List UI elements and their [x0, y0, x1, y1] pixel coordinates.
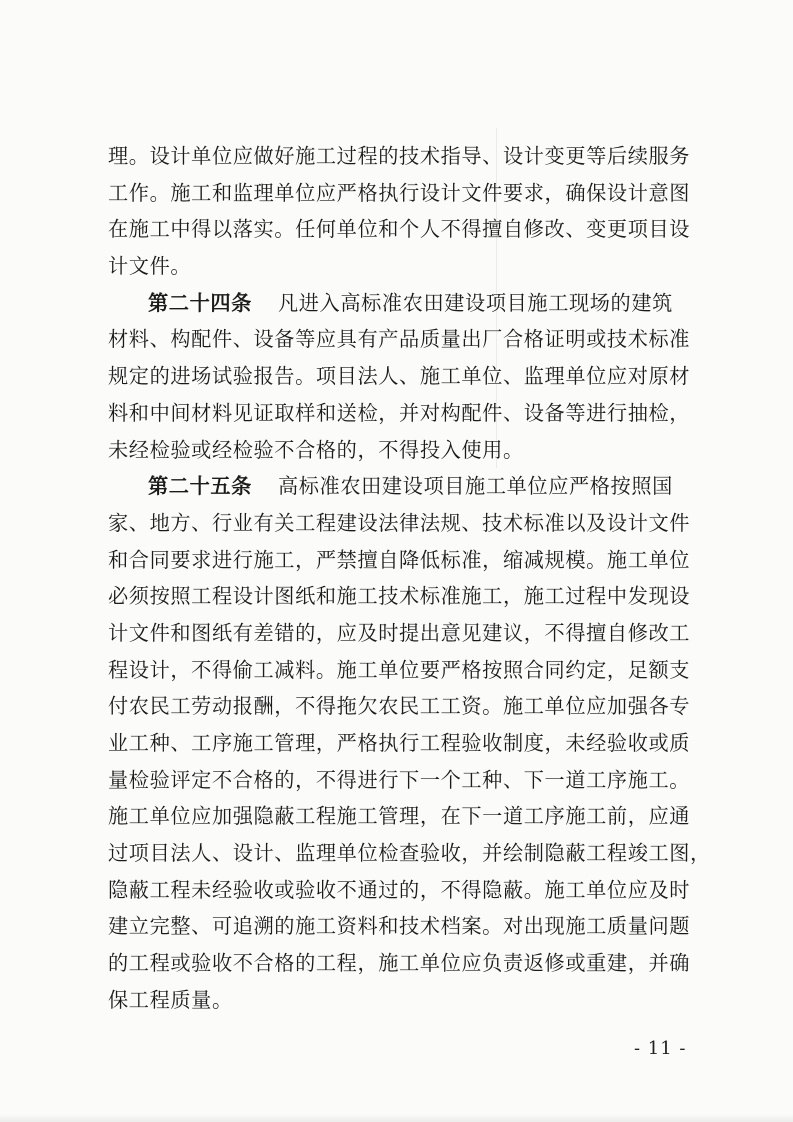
article-24-line: 未经检验或经检验不合格的，不得投入使用。	[108, 437, 524, 462]
article-25-line: 程设计，不得偷工减料。施工单位要严格按照合同约定，足额支	[108, 657, 691, 682]
continuation-line: 计文件。	[108, 254, 192, 279]
article-25-line: 业工种、工序施工管理，严格执行工程验收制度，未经验收或质	[108, 731, 691, 755]
article-25-line: 过项目法人、设计、监理单位检查验收，并绘制隐蔽工程竣工图，	[108, 841, 711, 866]
article-25-first-text: 高标准农田建设项目施工单位应严格按照国	[277, 474, 673, 499]
article-24-first-text: 凡进入高标准农田建设项目施工现场的建筑	[277, 290, 673, 315]
document-body	[108, 138, 711, 1019]
article-25-line: 付农民工劳动报酬，不得拖欠农民工工资。施工单位应加强各专	[108, 694, 691, 719]
page-number: - 11 -	[634, 1038, 687, 1059]
article-25-line: 必须按照工程设计图纸和施工技术标准施工，施工过程中发现设	[108, 584, 691, 609]
article-24-first-line	[108, 285, 698, 322]
article-25-line: 计文件和图纸有差错的，应及时提出意见建议，不得擅自修改工	[108, 620, 691, 645]
article-25-line: 家、地方、行业有关工程建设法律法规、技术标准以及设计文件	[108, 510, 691, 535]
article-25-line: 和合同要求进行施工，严禁擅自降低标准，缩减规模。施工单位	[108, 547, 691, 572]
article-24-line: 料和中间材料见证取样和送检，并对构配件、设备等进行抽检，	[108, 400, 691, 425]
article-25-first-line	[108, 468, 698, 505]
article-24-line: 规定的进场试验报告。项目法人、施工单位、监理单位应对原材	[108, 364, 691, 389]
article-24-line: 材料、构配件、设备等应具有产品质量出厂合格证明或技术标准	[108, 327, 691, 352]
article-25-line: 建立完整、可追溯的施工资料和技术档案。对出现施工质量问题	[108, 914, 691, 939]
article-25-heading: 第二十五条	[148, 474, 252, 499]
scan-bottom-edge	[0, 1114, 793, 1122]
continuation-line: 理。设计单位应做好施工过程的技术指导、设计变更等后续服务	[108, 144, 691, 168]
article-25-line: 施工单位应加强隐蔽工程施工管理，在下一道工序施工前，应通	[108, 804, 691, 829]
article-25-line: 保工程质量。	[108, 987, 233, 1012]
continuation-line: 工作。施工和监理单位应严格执行设计文件要求，确保设计意图	[108, 180, 691, 205]
article-24-heading: 第二十四条	[148, 290, 252, 315]
article-25-line: 量检验评定不合格的，不得进行下一个工种、下一道工序施工。	[108, 767, 691, 792]
article-25-line: 隐蔽工程未经验收或验收不通过的，不得隐蔽。施工单位应及时	[108, 877, 691, 902]
article-25-line: 的工程或验收不合格的工程，施工单位应负责返修或重建，并确	[108, 951, 691, 976]
continuation-line: 在施工中得以落实。任何单位和个人不得擅自修改、变更项目设	[108, 217, 691, 242]
